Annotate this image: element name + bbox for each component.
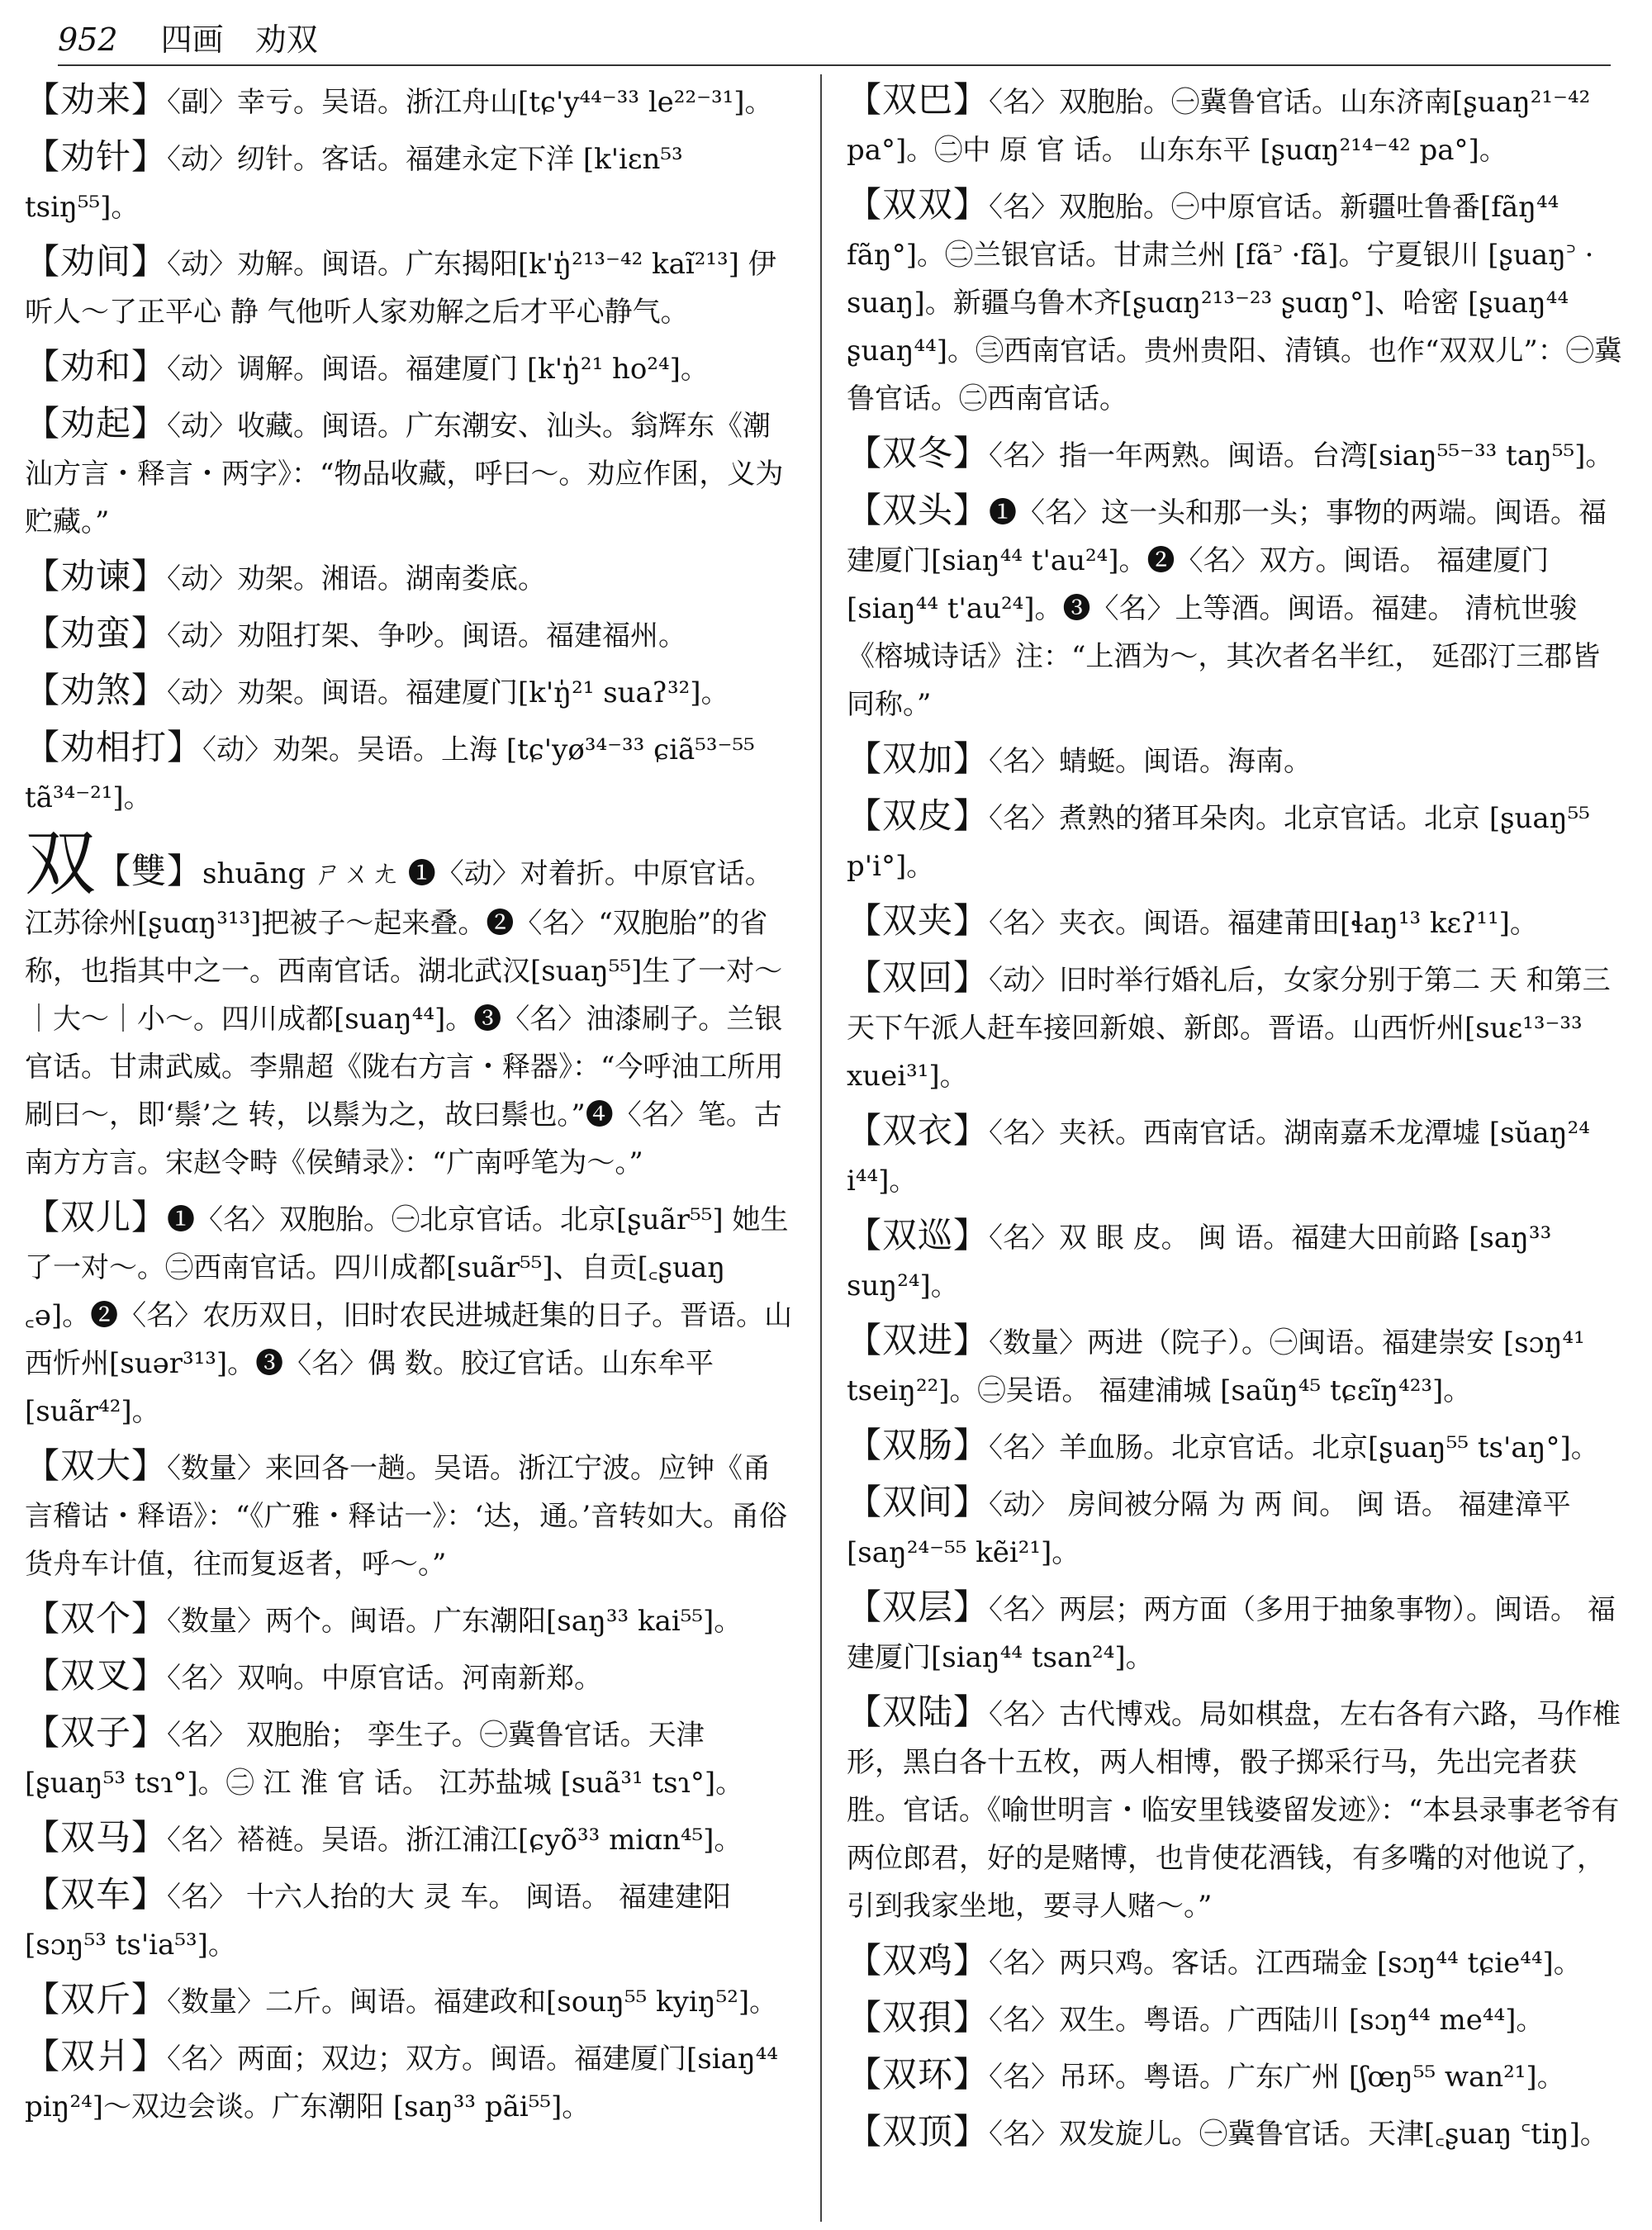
entry-headword: 【劝和】	[25, 346, 168, 387]
entry-big-character: 双	[25, 823, 96, 905]
entry-definition: 〈名〉煮熟的猪耳朵肉。北京官话。北京 [ʂuaŋ⁵⁵ p'i°]。	[847, 802, 1590, 883]
entry-definition: 〈名〉双 眼 皮。 闽 语。福建大田前路 [saŋ³³ suŋ²⁴]。	[847, 1222, 1552, 1302]
dictionary-entry	[847, 735, 1627, 785]
entry-headword: 【双进】	[847, 1320, 990, 1360]
dictionary-entry	[847, 1421, 1627, 1472]
entry-headword: 【双肠】	[847, 1425, 990, 1465]
dictionary-entry	[25, 343, 797, 393]
dictionary-entry	[25, 1193, 797, 1435]
entry-definition: 〈数量〉来回各一趟。吴语。浙江宁波。应钟《甬言稽诂・释语》：“《广雅・释诂一》：‘达，通。’音转如大。甬俗货舟车计值，往而复返者，呼～。”	[25, 1452, 787, 1581]
entry-headword: 【劝蛮】	[25, 613, 168, 653]
dictionary-entry	[847, 1478, 1627, 1577]
dictionary-entry	[25, 667, 797, 717]
entry-definition: 〈动〉劝架。湘语。湖南娄底。	[167, 562, 547, 595]
entry-headword: 【双夹】	[847, 900, 990, 941]
dictionary-entry	[847, 1688, 1627, 1930]
dictionary-entry	[25, 823, 797, 1187]
entry-headword: 【劝来】	[25, 79, 168, 120]
entry-headword: 【双儿】	[25, 1197, 168, 1237]
entry-definition: 〈动〉劝解。闽语。广东揭阳[k'ŋ̍²¹³⁻⁴² kaĩ²¹³] 伊听人～了正平心 静 气他听人家劝解之后才平心静气。	[25, 248, 776, 329]
dictionary-entry	[25, 133, 797, 231]
entry-definition: 〈名〉古代博戏。局如棋盘，左右各有六路，马作椎形，黑白各十五枚，两人相博，骰子掷采行马，先出完者获胜。官话。《喻世明言・临安里钱婆留发迹》：“本县录事老爷有两位郎君，好的是赌博，也肯使花酒钱，有多嘴的对他说了，引到我家坐地，要寻人赌～。”	[847, 1698, 1621, 1923]
entry-headword: 【双冬】	[847, 433, 990, 473]
entry-definition: 〈动〉劝阻打架、争吵。闽语。福建福州。	[167, 619, 687, 652]
dictionary-entry	[847, 792, 1627, 890]
dictionary-entry	[847, 1107, 1627, 1205]
entry-definition: 〈动〉劝架。吴语。上海 [tɕ'yø³⁴⁻³³ ɕiã⁵³⁻⁵⁵ tã³⁴⁻²¹]。	[25, 733, 755, 814]
entry-definition: ❶〈名〉双胞胎。㊀北京官话。北京[ʂuãr⁵⁵] 她生了一对～。㊁西南官话。四川成都[suãr⁵⁵]、自贡[꜀ʂuaŋ ꜀ə]。❷〈名〉农历双日，旧时农民进城赶集的日子。晋语。山西忻州[suər³¹³]。❸〈名〉偶 数。胶辽官话。山东牟平[suãr⁴²]。	[25, 1203, 793, 1428]
entry-definition: 〈名〉夹衣。闽语。福建莆田[ɬaŋ¹³ kɛʔ¹¹]。	[989, 907, 1538, 940]
entry-definition: 〈名〉夹袄。西南官话。湖南嘉禾龙潭墟 [sŭaŋ²⁴ i⁴⁴]。	[847, 1117, 1590, 1198]
entry-definition: ❶〈名〉这一头和那一头；事物的两端。闽语。福建厦门[siaŋ⁴⁴ t'au²⁴]。❷〈名〉双方。闽语。 福建厦门[siaŋ⁴⁴ t'au²⁴]。❸〈名〉上等酒。闽语。福建。 清杭世骏《榕城诗话》注：“上酒为～，其次者名半红， 延邵汀三郡皆同称。”	[847, 496, 1607, 721]
dictionary-entry	[847, 429, 1627, 480]
entry-definition: 〈名〉双胞胎。㊀中原官话。新疆吐鲁番[fãŋ⁴⁴ fãŋ°]。㊁兰银官话。甘肃兰州 [fã꜄ ·fã]。宁夏银川 [ʂuaŋ꜄ · suaŋ]。新疆乌鲁木齐[ʂuɑŋ²¹³⁻²³ ʂuɑŋ°]、哈密 [ʂuaŋ⁴⁴ ʂuaŋ⁴⁴]。㊂西南官话。贵州贵阳、清镇。也作“双双儿”：㊀冀鲁官话。㊁西南官话。	[847, 191, 1622, 415]
dictionary-entry	[25, 553, 797, 603]
entry-definition: 〈数量〉两个。闽语。广东潮阳[saŋ³³ kai⁵⁵]。	[167, 1605, 743, 1638]
entry-headword: 【双马】	[25, 1817, 168, 1858]
entry-definition: 〈名〉双胞胎。㊀冀鲁官话。山东济南[ʂuaŋ²¹⁻⁴² pa°]。㊁中 原 官 话。 山东东平 [ʂuɑŋ²¹⁴⁻⁴² pa°]。	[847, 86, 1591, 167]
section-label: 四画	[160, 21, 224, 58]
entry-definition: 〈名〉指一年两熟。闽语。台湾[siaŋ⁵⁵⁻³³ taŋ⁵⁵]。	[989, 439, 1614, 472]
dictionary-entry	[25, 1814, 797, 1864]
entry-headword: 【双皮】	[847, 795, 990, 836]
left-column	[25, 76, 797, 2215]
dictionary-entry	[847, 954, 1627, 1100]
entry-definition: 〈名〉两只鸡。客话。江西瑞金 [sɔŋ⁴⁴ tɕie⁴⁴]。	[989, 1947, 1582, 1980]
entry-definition: 〈名〉双生。粤语。广西陆川 [sɔŋ⁴⁴ me⁴⁴]。	[989, 2004, 1545, 2037]
dictionary-entry	[25, 610, 797, 660]
entry-definition: 〈副〉幸亏。吴语。浙江舟山[tɕ'y⁴⁴⁻³³ le²²⁻³¹]。	[167, 86, 773, 119]
right-column	[847, 76, 1627, 2215]
entry-headword: 【双大】	[25, 1445, 168, 1486]
dictionary-entry	[25, 1652, 797, 1702]
entry-definition: 〈动〉旧时举行婚礼后，女家分别于第二 天 和第三天下午派人赶车接回新娘、新郎。晋语。山西忻州[suɛ¹³⁻³³ xuei³¹]。	[847, 964, 1611, 1093]
dictionary-entry	[25, 724, 797, 822]
entry-headword: 【双斤】	[25, 1979, 168, 2019]
dictionary-entry	[25, 1976, 797, 2026]
dictionary-entry	[25, 2033, 797, 2131]
entry-headword: 【双巡】	[847, 1215, 990, 1255]
entry-headword: 【双环】	[847, 2054, 990, 2095]
dictionary-entry	[847, 2051, 1627, 2101]
entry-headword: 【双孭】	[847, 1997, 990, 2038]
entry-headword: 【双加】	[847, 738, 990, 779]
entry-headword: 【双陆】	[847, 1691, 990, 1732]
dictionary-entry	[847, 1317, 1627, 1415]
entry-definition: 〈动〉劝架。闽语。福建厦门[k'ŋ̍²¹ suaʔ³²]。	[167, 676, 729, 709]
entry-definition: 〈名〉 双胞胎； 孪生子。㊀冀鲁官话。天津 [ʂuaŋ⁵³ tsɿ°]。㊁ 江 淮 官 话。 江苏盐城 [suã³¹ tsɿ°]。	[25, 1719, 744, 1800]
dictionary-entry	[25, 1595, 797, 1645]
dictionary-entry	[847, 1212, 1627, 1310]
page-header	[58, 15, 1611, 66]
entry-definition: 〈名〉吊环。粤语。广东广州 [ʃœŋ⁵⁵ wan²¹]。	[989, 2061, 1565, 2094]
entry-headword: 【双层】	[847, 1587, 990, 1627]
dictionary-entry	[847, 181, 1627, 423]
dictionary-entry	[25, 400, 797, 546]
header-characters: 劝双	[254, 21, 318, 58]
dictionary-entry	[25, 238, 797, 336]
dictionary-entry	[847, 1994, 1627, 2044]
dictionary-entry	[25, 1709, 797, 1807]
dictionary-entry	[847, 897, 1627, 947]
entry-definition: 〈名〉褡裢。吴语。浙江浦江[ɕyõ³³ miɑn⁴⁵]。	[167, 1824, 743, 1857]
entry-definition: 〈动〉纫针。客话。福建永定下洋 [k'iɛn⁵³ tsiŋ⁵⁵]。	[25, 143, 683, 224]
page-number: 952	[58, 21, 118, 58]
entry-definition: 〈名〉羊血肠。北京官话。北京[ʂuaŋ⁵⁵ ts'aŋ°]。	[989, 1431, 1599, 1464]
entry-headword: 【双鸡】	[847, 1940, 990, 1981]
dictionary-entry	[25, 1442, 797, 1588]
entry-definition: 〈名〉两面；双边；双方。闽语。福建厦门[siaŋ⁴⁴ piŋ²⁴]～双边会谈。广东潮阳 [saŋ³³ pãi⁵⁵]。	[25, 2043, 779, 2123]
entry-headword: 【双双】	[847, 184, 990, 225]
entry-headword: 【双个】	[25, 1598, 168, 1639]
entry-headword: 【劝间】	[25, 241, 168, 282]
dictionary-entry	[847, 486, 1627, 728]
dictionary-entry	[847, 76, 1627, 174]
dictionary-entry	[847, 1583, 1627, 1682]
entry-headword: 【劝针】	[25, 136, 168, 177]
dictionary-entry	[25, 1871, 797, 1969]
entry-headword: 【双叉】	[25, 1655, 168, 1696]
entry-headword: 【劝煞】	[25, 670, 168, 710]
entry-definition: 〈名〉双响。中原官话。河南新郑。	[167, 1662, 603, 1695]
entry-definition: 〈名〉两层；两方面（多用于抽象事物）。闽语。 福建厦门[siaŋ⁴⁴ tsan²⁴]。	[847, 1593, 1616, 1674]
entry-definition: 〈动〉收藏。闽语。广东潮安、汕头。翁辉东《潮汕方言・释言・两字》：“物品收藏，呼曰～。劝应作囷，义为贮藏。”	[25, 410, 784, 539]
entry-definition: 〈名〉蜻蜓。闽语。海南。	[989, 745, 1313, 778]
entry-definition: 〈动〉 房间被分隔 为 两 间。 闽 语。 福建漳平 [saŋ²⁴⁻⁵⁵ kẽi²¹]。	[847, 1488, 1571, 1569]
entry-definition: 〈动〉调解。闽语。福建厦门 [k'ŋ̍²¹ ho²⁴]。	[167, 353, 709, 386]
dictionary-entry	[847, 1937, 1627, 1987]
entry-headword: 【劝起】	[25, 403, 168, 444]
entry-headword: 【劝谏】	[25, 556, 168, 596]
entry-headword: 【双巴】	[847, 79, 990, 120]
entry-definition: shuāng ㄕㄨㄤ ❶〈动〉对着折。中原官话。江苏徐州[ʂuɑŋ³¹³]把被子～起来叠。❷〈名〉“双胞胎”的省称，也指其中之一。西南官话。湖北武汉[suaŋ⁵⁵]生了一对～｜大～｜小～。四川成都[suaŋ⁴⁴]。❸〈名〉油漆刷子。兰银官话。甘肃武威。李鼎超《陇右方言・释器》：“今呼油工所用刷曰～，即‘鬃’之 转，以鬃为之，故曰鬃也。”❹〈名〉笔。古南方方言。宋赵令畤《侯鲭录》：“广南呼笔为～。”	[25, 857, 784, 1179]
entry-headword: 【双间】	[847, 1482, 990, 1522]
entry-definition: 〈名〉双发旋儿。㊀冀鲁官话。天津[꜀ʂuaŋ ꜂tiŋ]。	[989, 2118, 1608, 2151]
dictionary-entry	[25, 76, 797, 126]
entry-headword: 【双顶】	[847, 2111, 990, 2152]
entry-headword: 【双车】	[25, 1874, 168, 1914]
entry-definition: 〈数量〉二斤。闽语。福建政和[souŋ⁵⁵ kyiŋ⁵²]。	[167, 1986, 778, 2019]
entry-definition: 〈数量〉两进（院子）。㊀闽语。福建崇安 [sɔŋ⁴¹ tseiŋ²²]。㊁吴语。 福建浦城 [saũŋ⁴⁵ tɕɛĩŋ⁴²³]。	[847, 1326, 1585, 1407]
entry-headword: 【双子】	[25, 1712, 168, 1753]
entry-headword: 【双回】	[847, 957, 990, 998]
entry-headword: 【双头】	[847, 490, 990, 530]
entry-headword: 【双爿】	[25, 2036, 168, 2076]
column-divider	[820, 74, 822, 2222]
entry-headword: 【雙】	[96, 851, 203, 891]
entry-definition: 〈名〉 十六人抬的大 灵 车。 闽语。 福建建阳 [sɔŋ⁵³ ts'ia⁵³]。	[25, 1881, 732, 1962]
dictionary-entry	[847, 2108, 1627, 2158]
entry-headword: 【劝相打】	[25, 727, 203, 767]
entry-headword: 【双衣】	[847, 1110, 990, 1151]
